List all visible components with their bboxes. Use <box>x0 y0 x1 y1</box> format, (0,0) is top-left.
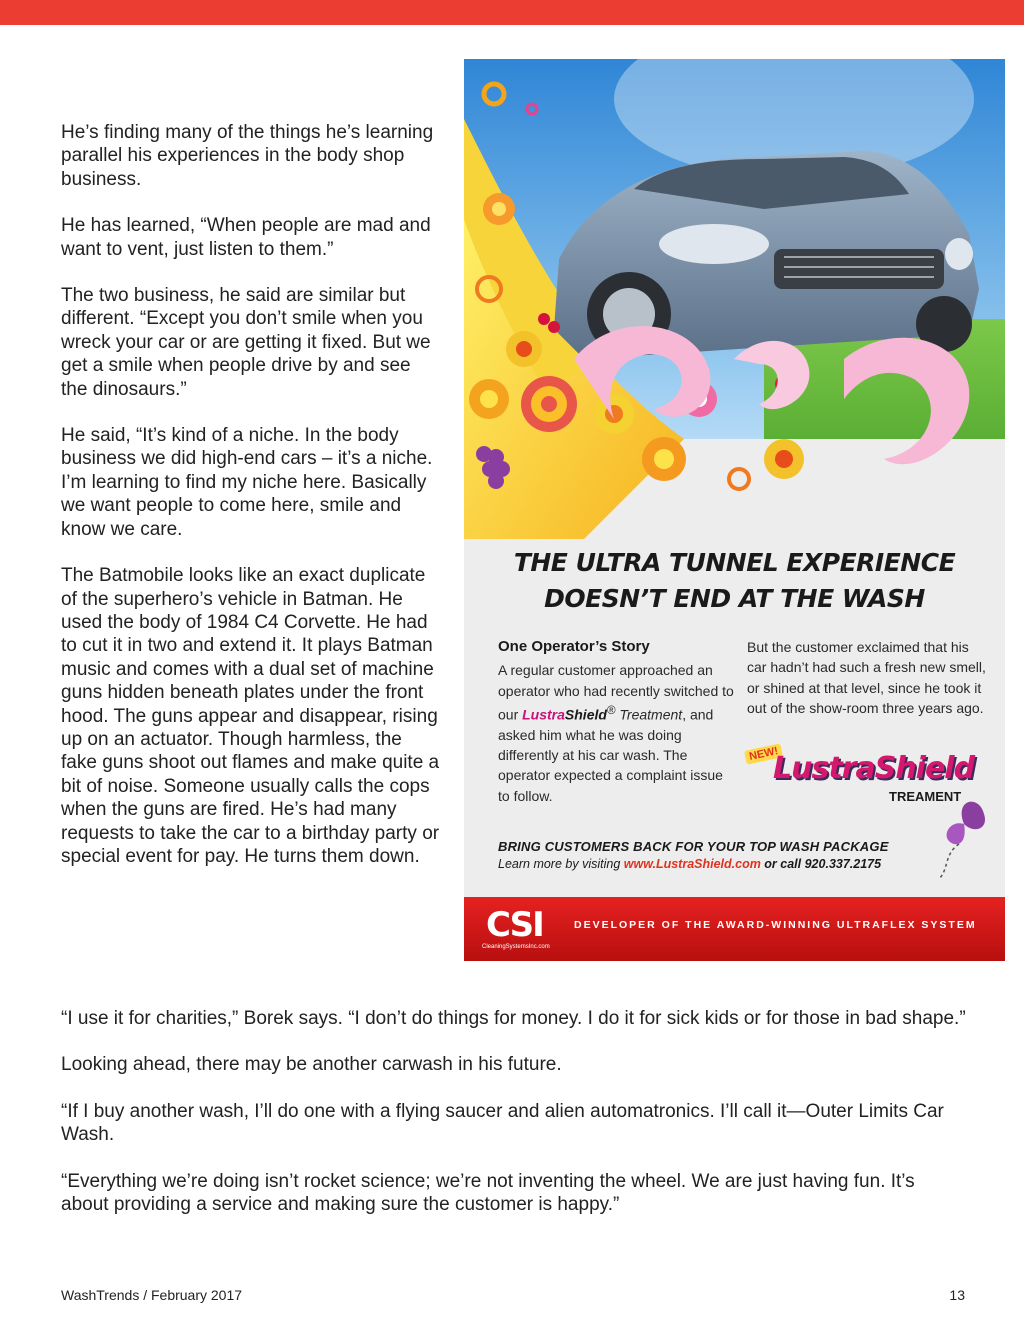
paragraph: He has learned, “When people are mad and want to vent, just listen to them.” <box>61 215 431 260</box>
ad-story-text <box>498 637 738 806</box>
top-color-bar <box>0 0 1024 25</box>
new-badge: NEW! <box>744 743 783 764</box>
treatment-word: Treatment <box>619 706 683 723</box>
ad-footer-band <box>464 897 1005 961</box>
paragraph: He’s finding many of the things he’s learning parallel his experiences in the body shop business. <box>61 122 434 190</box>
lustrashield-advertisement <box>464 59 1005 961</box>
paragraph: He said, “It’s kind of a niche. In the body business we did high-end cars – it’s a niche. I’m learning to find my niche here. Basically we want people to come here, smile and know we care. <box>61 425 433 540</box>
paragraph: “If I buy another wash, I’ll do one with a flying saucer and alien automatronics. I’ll call it—Outer Limits Car Wash. <box>61 1100 944 1146</box>
ad-right-text: But the customer exclaimed that his car hadn’t had such a fresh new smell, or shined at that level, since he took it out of the show-room three years ago. <box>747 639 986 716</box>
csi-url: CleaningSystemsInc.com <box>482 944 550 950</box>
headline-line-1: THE ULTRA TUNNEL EXPERIENCE <box>513 548 956 577</box>
article-column-text <box>61 121 441 891</box>
page-number: 13 <box>949 1287 965 1303</box>
logo-subtitle: TREAMENT <box>889 789 962 804</box>
article-full-width-text <box>61 1007 966 1239</box>
bring-customers-line: BRING CUSTOMERS BACK FOR YOUR TOP WASH PACKAGE <box>498 839 889 854</box>
ad-headline <box>464 545 1005 617</box>
paragraph: “I use it for charities,” Borek says. “I don’t do things for money. I do it for sick kids or for those in bad shape.” <box>61 1008 966 1029</box>
learn-more-line: Learn more by visiting www.LustraShield.com or call 920.337.2175 <box>498 857 882 871</box>
logo-wordmark: LustraShield <box>773 751 975 786</box>
website-link[interactable]: www.LustraShield.com <box>623 857 761 871</box>
brand-name-b: Shield <box>564 706 607 723</box>
story-title: One Operator’s Story <box>498 638 650 655</box>
paragraph: “Everything we’re doing isn’t rocket science; we’re not inventing the wheel. We are just having fun. It’s about providing a service and making sure the customer is happy.” <box>61 1170 915 1216</box>
brand-name-a: Lustra <box>522 706 565 723</box>
paragraph: The two business, he said are similar but different. “Except you don’t smile when you wreck your car or are getting it fixed. But we get a smile when people drive by and see the dinosaurs.” <box>61 285 431 400</box>
paragraph: Looking ahead, there may be another carwash in his future. <box>61 1054 562 1076</box>
story-part-1: A regular customer approached an operator who had recently switched to our <box>498 662 734 723</box>
ad-call-to-action <box>498 839 968 871</box>
developer-tagline: DEVELOPER OF THE AWARD-WINNING ULTRAFLEX SYSTEM <box>574 919 977 931</box>
phone-number: 920.337.2175 <box>804 857 882 871</box>
story-part-2: , and asked him what he was doing differently at his car wash. The operator expected a complaint issue to follow. <box>498 706 723 804</box>
registered-mark: ® <box>606 703 616 717</box>
ad-car-illustration <box>464 59 1005 539</box>
paragraph: The Batmobile looks like an exact duplicate of the superhero’s vehicle in Batman. He used the body of 1984 C4 Corvette. He had to cut it in two and extend it. It plays Batman music and comes with a dual set of machine guns hidden beneath plates under the front hood. The guns appear and disappear, rising up on an actuator. Though harmless, the fake guns shoot out flames and make quite a bit of noise. Someone usually calls the cops when the guns are fired. He’s had many requests to take the car to a birthday party or special event for pay. He turns them down. <box>61 565 440 867</box>
footer-publication: WashTrends / February 2017 <box>61 1287 243 1303</box>
csi-logo: CSI <box>486 905 543 945</box>
headline-line-2: DOESN’T END AT THE WASH <box>544 584 925 613</box>
